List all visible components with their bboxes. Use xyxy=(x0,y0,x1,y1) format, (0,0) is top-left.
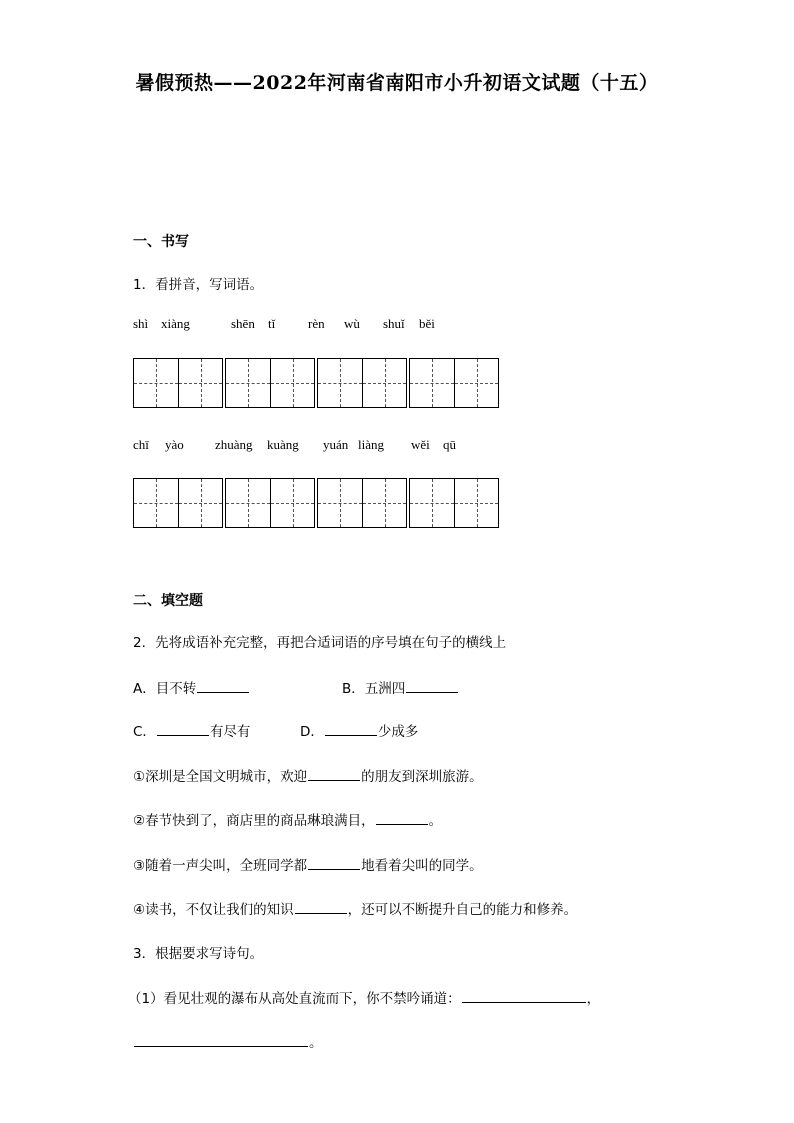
pinyin: shēn xyxy=(231,316,255,331)
char-cell[interactable] xyxy=(410,359,454,407)
option-c-label: C． xyxy=(133,724,156,740)
question-text: （1）看见壮观的瀑布从高处直流而下，你不禁吟诵道： xyxy=(128,991,461,1007)
word-grid[interactable] xyxy=(317,358,407,408)
pinyin: chī xyxy=(133,437,149,452)
question-3-1 xyxy=(128,987,600,1007)
answer-blank[interactable] xyxy=(308,856,360,870)
option-c xyxy=(133,720,250,740)
pinyin: liàng xyxy=(358,437,384,452)
sentence-text: ①深圳是全国文明城市，欢迎 xyxy=(133,769,308,785)
char-cell[interactable] xyxy=(270,359,314,407)
word-grid[interactable] xyxy=(225,358,315,408)
sentence-2 xyxy=(133,809,442,829)
question-3-1-cont xyxy=(133,1031,323,1051)
word-grid[interactable] xyxy=(317,478,407,528)
pinyin: yào xyxy=(165,437,184,452)
char-cell[interactable] xyxy=(226,479,270,527)
option-d-text: 少成多 xyxy=(377,724,419,740)
char-cell[interactable] xyxy=(362,479,406,527)
pinyin: wù xyxy=(344,316,360,331)
section-heading-writing: 一、书写 xyxy=(133,234,189,250)
word-grid[interactable] xyxy=(409,478,499,528)
char-cell[interactable] xyxy=(226,359,270,407)
sentence-text: ③随着一声尖叫，全班同学都 xyxy=(133,858,308,874)
option-b xyxy=(342,677,459,697)
char-cell[interactable] xyxy=(134,479,178,527)
option-a xyxy=(133,677,250,697)
pinyin: shuǐ xyxy=(383,316,405,331)
char-cell[interactable] xyxy=(362,359,406,407)
pinyin: tǐ xyxy=(268,316,276,331)
word-grid[interactable] xyxy=(133,358,223,408)
answer-blank[interactable] xyxy=(157,722,209,736)
sentence-1 xyxy=(133,765,483,785)
pinyin: qū xyxy=(443,437,456,452)
sentence-text: ④读书，不仅让我们的知识 xyxy=(133,902,294,918)
sentence-text: 。 xyxy=(428,813,443,829)
char-cell[interactable] xyxy=(454,359,498,407)
answer-blank[interactable] xyxy=(406,679,458,693)
section-heading-fill: 二、填空题 xyxy=(133,593,203,609)
question-text: 。 xyxy=(309,1035,323,1051)
char-cell[interactable] xyxy=(178,359,222,407)
question-1: 1．看拼音，写词语。 xyxy=(133,277,264,293)
option-d xyxy=(300,720,418,740)
question-text: ， xyxy=(586,991,601,1007)
page-title: 暑假预热——2022年河南省南阳市小升初语文试题（十五） xyxy=(135,72,659,94)
pinyin: zhuàng xyxy=(215,437,253,452)
pinyin: shì xyxy=(133,316,149,331)
option-d-label: D． xyxy=(300,724,324,740)
sentence-text: ②春节快到了，商店里的商品琳琅满目， xyxy=(133,813,375,829)
char-cell[interactable] xyxy=(134,359,178,407)
char-cell[interactable] xyxy=(318,359,362,407)
pinyin: xiàng xyxy=(161,316,190,331)
char-cell[interactable] xyxy=(178,479,222,527)
char-cell[interactable] xyxy=(270,479,314,527)
char-cell[interactable] xyxy=(410,479,454,527)
sentence-text: 地看着尖叫的同学。 xyxy=(361,858,483,874)
pinyin: rèn xyxy=(308,316,325,331)
char-cell[interactable] xyxy=(454,479,498,527)
answer-blank[interactable] xyxy=(308,767,360,781)
answer-blank[interactable] xyxy=(462,989,586,1003)
pinyin: kuàng xyxy=(267,437,299,452)
answer-blank[interactable] xyxy=(325,722,377,736)
word-grid[interactable] xyxy=(133,478,223,528)
pinyin: běi xyxy=(419,316,435,331)
sentence-text: 的朋友到深圳旅游。 xyxy=(361,769,483,785)
sentence-text: ，还可以不断提升自己的能力和修养。 xyxy=(347,902,578,918)
option-a-text: A．目不转 xyxy=(133,681,197,697)
pinyin: wěi xyxy=(411,437,430,452)
answer-blank[interactable] xyxy=(376,811,428,825)
pinyin: yuán xyxy=(323,437,349,452)
option-c-text: 有尽有 xyxy=(209,724,251,740)
answer-blank[interactable] xyxy=(134,1033,308,1047)
question-2: 2．先将成语补充完整，再把合适词语的序号填在句子的横线上 xyxy=(133,635,507,651)
word-grid[interactable] xyxy=(225,478,315,528)
sentence-3 xyxy=(133,854,483,874)
char-cell[interactable] xyxy=(318,479,362,527)
option-b-text: B．五洲四 xyxy=(342,681,406,697)
sentence-4 xyxy=(133,898,577,918)
answer-blank[interactable] xyxy=(295,900,347,914)
answer-blank[interactable] xyxy=(197,679,249,693)
word-grid[interactable] xyxy=(409,358,499,408)
question-3: 3．根据要求写诗句。 xyxy=(133,946,264,962)
